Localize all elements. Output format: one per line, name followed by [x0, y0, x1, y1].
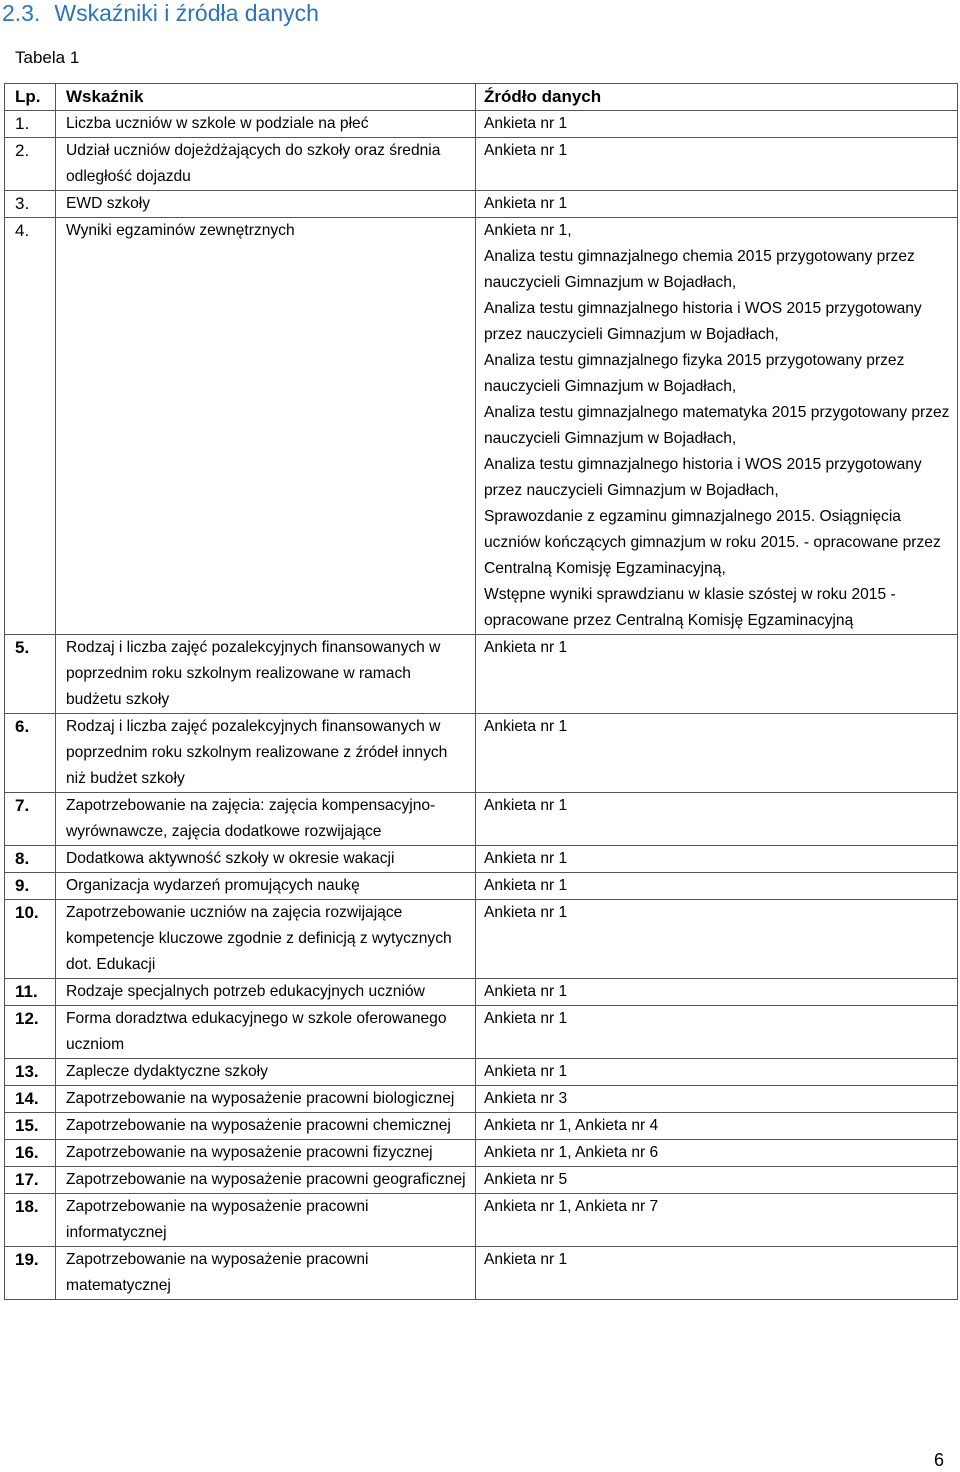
row-number: 7. — [5, 793, 56, 846]
row-indicator: Zapotrzebowanie na wyposażenie pracowni biologicznej — [56, 1086, 476, 1113]
row-indicator: Udział uczniów dojeżdżających do szkoły oraz średnia odległość dojazdu — [56, 138, 476, 191]
row-indicator: EWD szkoły — [56, 191, 476, 218]
source-entry: Ankieta nr 1 — [484, 983, 568, 1000]
row-number: 4. — [5, 218, 56, 635]
section-number: 2.3. — [2, 0, 41, 26]
table-row — [5, 1086, 958, 1113]
row-indicator: Zapotrzebowanie na wyposażenie pracowni chemicznej — [56, 1113, 476, 1140]
table-row — [5, 218, 958, 635]
indicators-table — [4, 83, 958, 1300]
table-row — [5, 979, 958, 1006]
table-row — [5, 635, 958, 714]
page-number: 6 — [933, 1450, 944, 1470]
source-entry: Analiza testu gimnazjalnego fizyka 2015 przygotowany przez nauczycieli Gimnazjum w Bojadłach, — [484, 352, 905, 395]
table-caption: Tabela 1 — [15, 48, 80, 67]
source-entry: Ankieta nr 1 — [484, 142, 568, 159]
table-row — [5, 1006, 958, 1059]
source-entry: Ankieta nr 1 — [484, 639, 568, 656]
header-source: Źródło danych — [476, 84, 958, 111]
source-entry: Analiza testu gimnazjalnego historia i WOS 2015 przygotowany przez nauczycieli Gimnazjum w Bojadłach, — [484, 300, 922, 343]
row-number: 10. — [5, 900, 56, 979]
row-source — [476, 138, 958, 191]
row-source — [476, 979, 958, 1006]
row-source — [476, 1086, 958, 1113]
row-number: 14. — [5, 1086, 56, 1113]
source-entry: Analiza testu gimnazjalnego chemia 2015 przygotowany przez nauczycieli Gimnazjum w Bojadłach, — [484, 248, 915, 291]
source-entry: Analiza testu gimnazjalnego historia i WOS 2015 przygotowany przez nauczycieli Gimnazjum w Bojadłach, — [484, 456, 922, 499]
row-source — [476, 635, 958, 714]
source-entry: Ankieta nr 1 — [484, 850, 568, 867]
section-heading — [2, 0, 319, 27]
table-row — [5, 714, 958, 793]
row-number: 9. — [5, 873, 56, 900]
source-entry: Ankieta nr 3 — [484, 1090, 568, 1107]
row-number: 19. — [5, 1247, 56, 1300]
table-row — [5, 900, 958, 979]
row-source — [476, 218, 958, 635]
row-indicator: Zapotrzebowanie na wyposażenie pracowni geograficznej — [56, 1167, 476, 1194]
row-number: 15. — [5, 1113, 56, 1140]
table-row — [5, 846, 958, 873]
row-source — [476, 1194, 958, 1247]
row-number: 16. — [5, 1140, 56, 1167]
row-indicator: Zapotrzebowanie na wyposażenie pracowni fizycznej — [56, 1140, 476, 1167]
header-lp: Lp. — [5, 84, 56, 111]
source-entry: Ankieta nr 1 — [484, 1251, 568, 1268]
source-entry: Ankieta nr 1 — [484, 1063, 568, 1080]
row-source — [476, 900, 958, 979]
row-number: 3. — [5, 191, 56, 218]
row-source — [476, 1167, 958, 1194]
source-entry: Analiza testu gimnazjalnego matematyka 2015 przygotowany przez nauczycieli Gimnazjum w Bojadłach, — [484, 404, 950, 447]
source-entry: Ankieta nr 1 — [484, 797, 568, 814]
source-entry: Ankieta nr 1 — [484, 1010, 568, 1027]
section-title: Wskaźniki i źródła danych — [54, 0, 319, 26]
row-number: 13. — [5, 1059, 56, 1086]
row-indicator: Zapotrzebowanie na wyposażenie pracowni matematycznej — [56, 1247, 476, 1300]
row-number: 2. — [5, 138, 56, 191]
source-entry: Ankieta nr 5 — [484, 1171, 568, 1188]
row-source — [476, 846, 958, 873]
table-row — [5, 1113, 958, 1140]
source-entry: Ankieta nr 1 — [484, 115, 568, 132]
table-row — [5, 138, 958, 191]
row-indicator: Rodzaj i liczba zajęć pozalekcyjnych finansowanych w poprzednim roku szkolnym realizowane w ramach budżetu szkoły — [56, 635, 476, 714]
table-row — [5, 1140, 958, 1167]
table-row — [5, 1194, 958, 1247]
table-row — [5, 1167, 958, 1194]
row-indicator: Dodatkowa aktywność szkoły w okresie wakacji — [56, 846, 476, 873]
row-source — [476, 1140, 958, 1167]
table-row — [5, 873, 958, 900]
row-number: 17. — [5, 1167, 56, 1194]
table-row — [5, 1247, 958, 1300]
table-row — [5, 793, 958, 846]
row-source — [476, 1247, 958, 1300]
row-indicator: Zapotrzebowanie uczniów na zajęcia rozwijające kompetencje kluczowe zgodnie z definicją z wytycznych dot. Edukacji — [56, 900, 476, 979]
row-number: 12. — [5, 1006, 56, 1059]
source-entry: Sprawozdanie z egzaminu gimnazjalnego 2015. Osiągnięcia uczniów kończących gimnazjum w roku 2015. - opracowane przez Centralną Komisję Egzaminacyjną, — [484, 508, 941, 577]
table-body — [5, 111, 958, 1300]
row-source — [476, 873, 958, 900]
row-indicator: Rodzaje specjalnych potrzeb edukacyjnych uczniów — [56, 979, 476, 1006]
source-entry: Ankieta nr 1 — [484, 904, 568, 921]
row-number: 5. — [5, 635, 56, 714]
table-row — [5, 111, 958, 138]
row-indicator: Forma doradztwa edukacyjnego w szkole oferowanego uczniom — [56, 1006, 476, 1059]
source-entry: Ankieta nr 1 — [484, 195, 568, 212]
row-source — [476, 1113, 958, 1140]
row-indicator: Wyniki egzaminów zewnętrznych — [56, 218, 476, 635]
row-source — [476, 1006, 958, 1059]
source-entry: Ankieta nr 1 — [484, 718, 568, 735]
table-row — [5, 1059, 958, 1086]
row-number: 11. — [5, 979, 56, 1006]
row-source — [476, 191, 958, 218]
row-number: 1. — [5, 111, 56, 138]
row-indicator: Rodzaj i liczba zajęć pozalekcyjnych finansowanych w poprzednim roku szkolnym realizowane z źródeł innych niż budżet szkoły — [56, 714, 476, 793]
source-entry: Ankieta nr 1 — [484, 877, 568, 894]
table-row — [5, 191, 958, 218]
row-source — [476, 1059, 958, 1086]
row-number: 18. — [5, 1194, 56, 1247]
row-number: 6. — [5, 714, 56, 793]
row-source — [476, 714, 958, 793]
row-source — [476, 793, 958, 846]
source-entry: Ankieta nr 1, Ankieta nr 4 — [484, 1117, 659, 1134]
source-entry: Ankieta nr 1, Ankieta nr 6 — [484, 1144, 659, 1161]
row-indicator: Liczba uczniów w szkole w podziale na płeć — [56, 111, 476, 138]
source-entry: Ankieta nr 1, Ankieta nr 7 — [484, 1198, 659, 1215]
row-number: 8. — [5, 846, 56, 873]
row-indicator: Zapotrzebowanie na wyposażenie pracowni informatycznej — [56, 1194, 476, 1247]
header-indicator: Wskaźnik — [56, 84, 476, 111]
row-source — [476, 111, 958, 138]
source-entry: Ankieta nr 1, — [484, 222, 572, 239]
row-indicator: Zaplecze dydaktyczne szkoły — [56, 1059, 476, 1086]
row-indicator: Organizacja wydarzeń promujących naukę — [56, 873, 476, 900]
table-header-row — [5, 84, 958, 111]
row-indicator: Zapotrzebowanie na zajęcia: zajęcia kompensacyjno-wyrównawcze, zajęcia dodatkowe rozwijające — [56, 793, 476, 846]
source-entry: Wstępne wyniki sprawdzianu w klasie szóstej w roku 2015 - opracowane przez Centralną Komisję Egzaminacyjną — [484, 586, 896, 629]
